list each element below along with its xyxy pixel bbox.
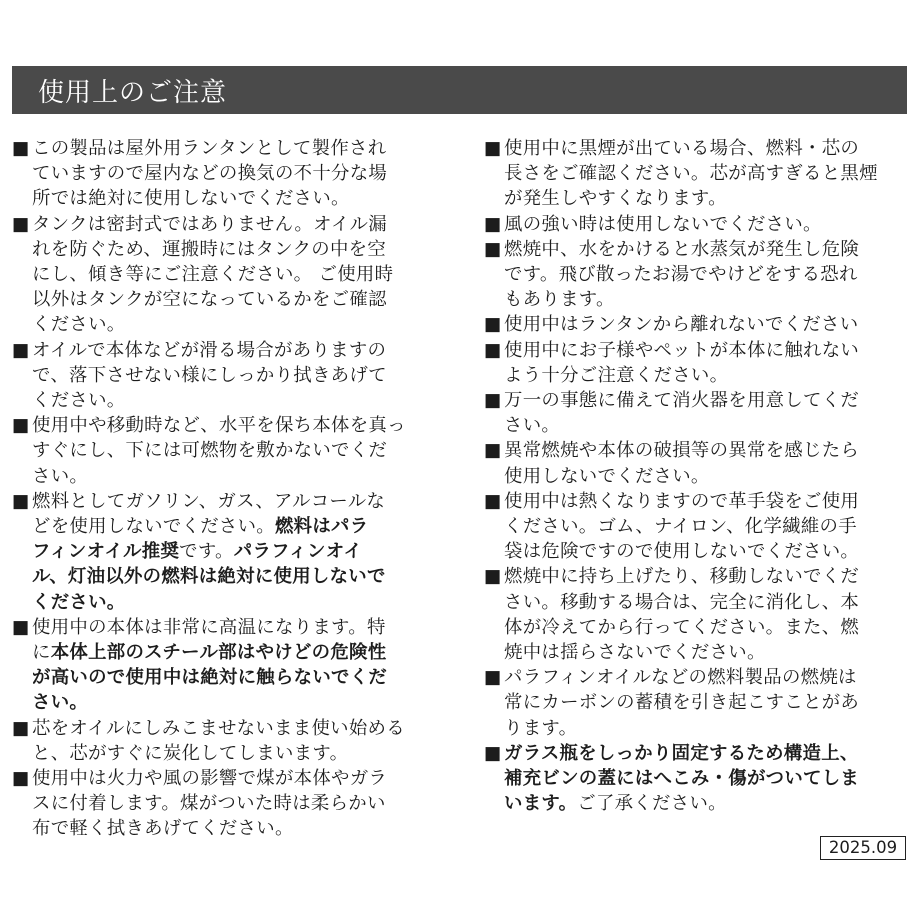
bullet-square-icon: ■ <box>484 566 502 588</box>
bullet-square-icon: ■ <box>484 390 502 412</box>
notice-item <box>484 665 910 741</box>
notice-item <box>484 237 910 313</box>
notice-text-segment: 芯をオイルにしみこませないまま使い始める と、芯がすぐに炭化してしまいます。 <box>32 717 405 764</box>
notice-text <box>32 136 438 212</box>
notice-text-segment: この製品は屋外用ランタンとして製作され ていますので屋内などの換気の不十分な場 所では絶対に使用しないでください。 <box>32 138 388 210</box>
notice-item <box>484 136 910 212</box>
bullet-square-icon: ■ <box>484 339 502 361</box>
notice-text <box>32 615 438 716</box>
bullet-square-icon: ■ <box>484 742 502 764</box>
notice-text-segment: 使用中は火力や風の影響で煤が本体やガラ スに付着します。煤がついた時は柔らかい 布で軽く拭きあげてください。 <box>32 768 388 840</box>
notice-text-segment: 燃焼中、水をかけると水蒸気が発生し危険 です。飛び散ったお湯でやけどをする恐れ もあります。 <box>504 238 860 311</box>
notice-text-segment: 万一の事態に備えて消火器を用意してくだ さい。 <box>504 390 860 437</box>
notice-text <box>32 489 438 615</box>
bullet-square-icon: ■ <box>484 490 502 512</box>
section-header <box>12 66 907 114</box>
notice-text-segment: 使用中や移動時など、水平を保ち本体を真っ すぐにし、下には可燃物を敷かないでくだ さい。 <box>32 415 406 487</box>
notice-text <box>504 388 910 438</box>
notice-text <box>504 237 910 313</box>
notice-item <box>12 489 438 615</box>
bullet-square-icon: ■ <box>12 616 30 638</box>
notice-item <box>12 413 438 489</box>
notice-text <box>32 413 438 489</box>
notice-text <box>32 338 438 414</box>
notice-text <box>32 212 438 338</box>
notice-text <box>504 438 910 488</box>
section-title: 使用上のご注意 <box>38 77 228 108</box>
notice-text <box>504 212 910 237</box>
notice-text-bold: パラフィンオイ ル、灯油以外の燃料は絶対に使用しないで ください。 <box>32 541 386 613</box>
revision-date: 2025.09 <box>820 836 906 860</box>
notice-text-segment: パラフィンオイルなどの燃料製品の燃焼は 常にカーボンの蓄積を引き起こすことがあ ります。 <box>504 667 860 739</box>
notice-text-segment: 使用中はランタンから離れないでください <box>504 314 859 336</box>
notice-list-right <box>484 136 910 816</box>
notice-text <box>504 665 910 741</box>
bullet-square-icon: ■ <box>484 314 502 336</box>
notice-item <box>12 615 438 716</box>
notice-item <box>12 338 438 414</box>
bullet-square-icon: ■ <box>484 138 502 159</box>
notice-item <box>484 212 910 237</box>
notice-text-segment: 異常燃焼や本体の破損等の異常を感じたら 使用しないでください。 <box>504 440 860 487</box>
bullet-square-icon: ■ <box>12 768 30 790</box>
notice-item <box>12 136 438 212</box>
bullet-square-icon: ■ <box>12 213 30 235</box>
notice-text-segment: 風の強い時は使用しないでください。 <box>504 213 822 235</box>
notice-text-bold: 本体上部のスチール部はやけどの危険性 が高いので使用中は絶対に触らないでくだ さい。 <box>32 642 388 714</box>
notice-text <box>504 489 910 565</box>
notice-item <box>12 212 438 338</box>
notice-text-segment: 使用中に黒煙が出ている場合、燃料・芯の 長さをご確認ください。芯が高すぎると黒煙 が発生しやすくなります。 <box>504 138 878 210</box>
notice-text-segment: 使用中にお子様やペットが本体に触れない よう十分ご注意ください。 <box>504 339 860 386</box>
bullet-square-icon: ■ <box>12 415 30 437</box>
bullet-square-icon: ■ <box>12 138 30 159</box>
bullet-square-icon: ■ <box>484 213 502 235</box>
notice-item <box>484 741 910 817</box>
notice-item <box>484 388 910 438</box>
notice-item <box>12 716 438 766</box>
notice-text-segment: 使用中の本体は非常に高温になります。特 に <box>32 616 386 664</box>
notice-item <box>484 489 910 565</box>
bullet-square-icon: ■ <box>12 490 30 512</box>
bullet-square-icon: ■ <box>12 717 30 739</box>
notice-text-segment: 燃焼中に持ち上げたり、移動しないでくだ さい。移動する場合は、完全に消化し、本 体が冷えてから行ってください。また、燃 焼中は揺らさないでください。 <box>504 566 860 664</box>
bullet-square-icon: ■ <box>12 339 30 361</box>
notice-text <box>504 136 910 212</box>
bullet-square-icon: ■ <box>484 238 502 260</box>
notice-text-segment: 燃料としてガソリン、ガス、アルコールな どを使用しないでください。 <box>32 490 386 538</box>
notice-item <box>484 338 910 388</box>
bullet-square-icon: ■ <box>484 667 502 689</box>
notice-list-left <box>12 136 438 842</box>
notice-text-segment: です。 <box>179 541 234 563</box>
notice-text-bold: ガラス瓶をしっかり固定するため構造上、 補充ビンの蓋にはへこみ・傷がついてしま います。 <box>504 742 860 815</box>
notice-item <box>484 564 910 665</box>
notice-text <box>504 564 910 665</box>
notice-text-segment: 使用中は熱くなりますので革手袋をご使用 ください。ゴム、ナイロン、化学繊維の手 袋は危険ですので使用しないでください。 <box>504 490 860 563</box>
bullet-square-icon: ■ <box>484 440 502 462</box>
notice-item <box>484 438 910 488</box>
notice-text <box>504 741 910 817</box>
notice-item <box>484 312 910 337</box>
notice-text <box>32 716 438 766</box>
notice-text <box>504 312 910 337</box>
notice-item <box>12 766 438 842</box>
notice-text <box>504 338 910 388</box>
notice-text-segment: ご了承ください。 <box>577 793 727 815</box>
notice-text-bold: 燃料はパラ フィンオイル推奨 <box>32 516 369 563</box>
notice-text-segment: オイルで本体などが滑る場合がありますの で、落下させない様にしっかり拭きあげて ください。 <box>32 339 387 412</box>
notice-text-segment: タンクは密封式ではありません。オイル漏 れを防ぐため、運搬時にはタンクの中を空 にし、傾き等にご注意ください。 ご使用時 以外はタンクが空になっているかをご確認 ください。 <box>32 213 394 336</box>
notice-text <box>32 766 438 842</box>
